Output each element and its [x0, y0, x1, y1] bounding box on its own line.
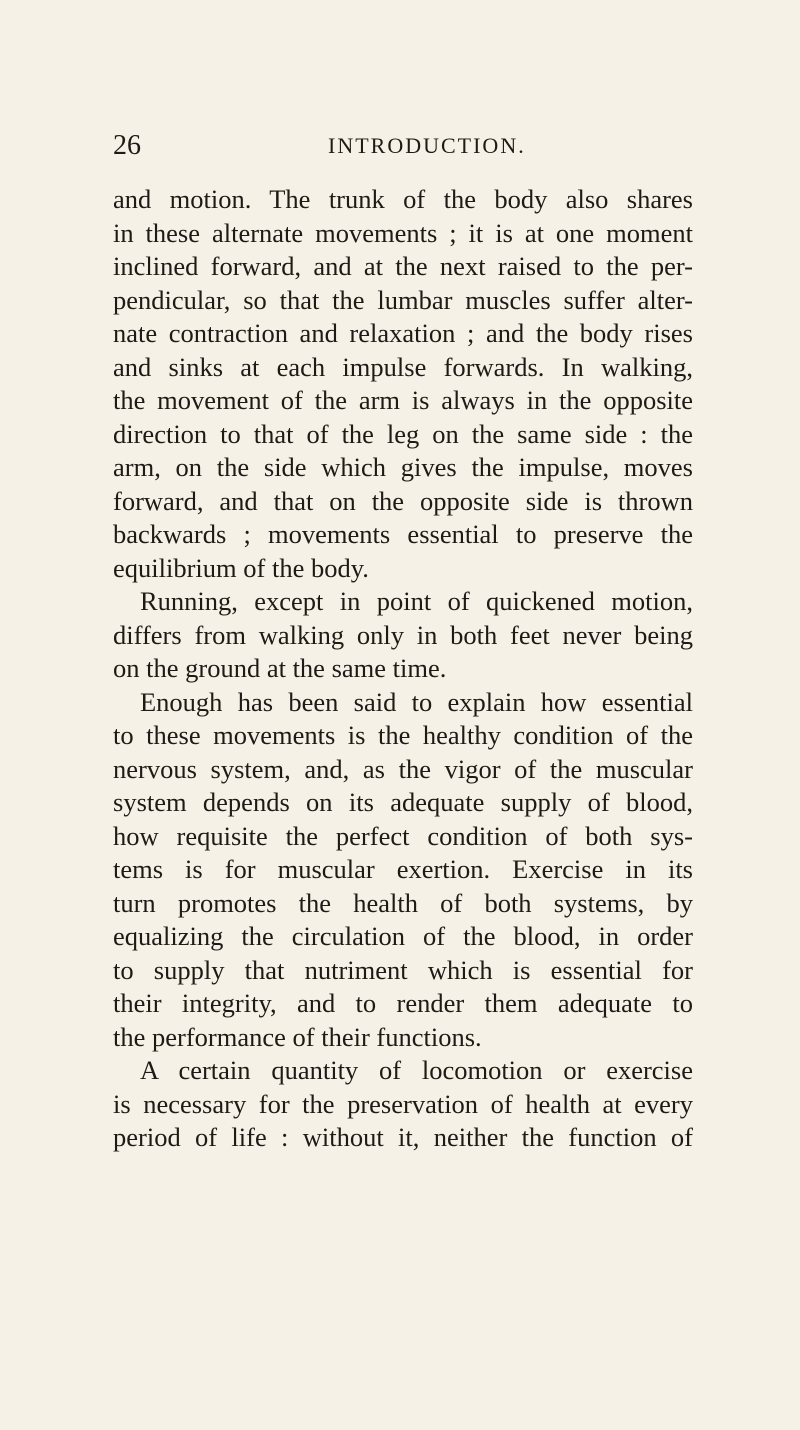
text-line: system depends on its adequate supply of blood, [113, 787, 693, 817]
text-line: equilibrium of the body. [113, 552, 369, 583]
page-number: 26 [113, 130, 141, 161]
text-line: their integrity, and to render them adequate to [113, 988, 693, 1018]
text-line: nervous system, and, as the vigor of the muscular [113, 753, 693, 784]
text-line: pendicular, so that the lumbar muscles suffer alter- [113, 284, 693, 315]
text-line: A certain quantity of locomotion or exercise [140, 1055, 693, 1085]
body-text [113, 183, 693, 1155]
text-line: equalizing the circulation of the blood, in order [113, 921, 693, 951]
text-line: how requisite the perfect condition of both sys- [113, 820, 693, 851]
text-line: backwards ; movements essential to preserve the [113, 519, 693, 549]
text-line: tems is for muscular exertion. Exercise in its [113, 854, 693, 884]
text-line: period of life : without it, neither the function of [113, 1122, 693, 1152]
text-line: inclined forward, and at the next raised to the per- [113, 251, 693, 281]
page-header [113, 130, 673, 170]
text-line: and motion. The trunk of the body also shares [113, 184, 693, 214]
text-line: to supply that nutriment which is essential for [113, 954, 693, 985]
text-line: Running, except in point of quickened motion, [140, 586, 693, 616]
text-line: the performance of their functions. [113, 1021, 482, 1052]
text-line: to these movements is the healthy condition of the [113, 720, 693, 750]
text-line: forward, and that on the opposite side is thrown [113, 485, 693, 516]
text-line: direction to that of the leg on the same side : the [113, 418, 693, 449]
text-line: on the ground at the same time. [113, 653, 447, 683]
text-line: arm, on the side which gives the impulse, moves [113, 452, 693, 482]
text-line: Enough has been said to explain how essential [140, 686, 693, 717]
text-line: differs from walking only in both feet never being [113, 619, 693, 650]
text-line: the movement of the arm is always in the opposite [113, 385, 693, 415]
running-head: INTRODUCTION. [328, 133, 526, 158]
text-line: in these alternate movements ; it is at one moment [113, 217, 693, 248]
text-line: nate contraction and relaxation ; and the body rises [113, 318, 693, 348]
text-line: is necessary for the preservation of health at every [113, 1088, 693, 1119]
text-line: and sinks at each impulse forwards. In walking, [113, 351, 693, 382]
text-line: turn promotes the health of both systems, by [113, 887, 693, 918]
